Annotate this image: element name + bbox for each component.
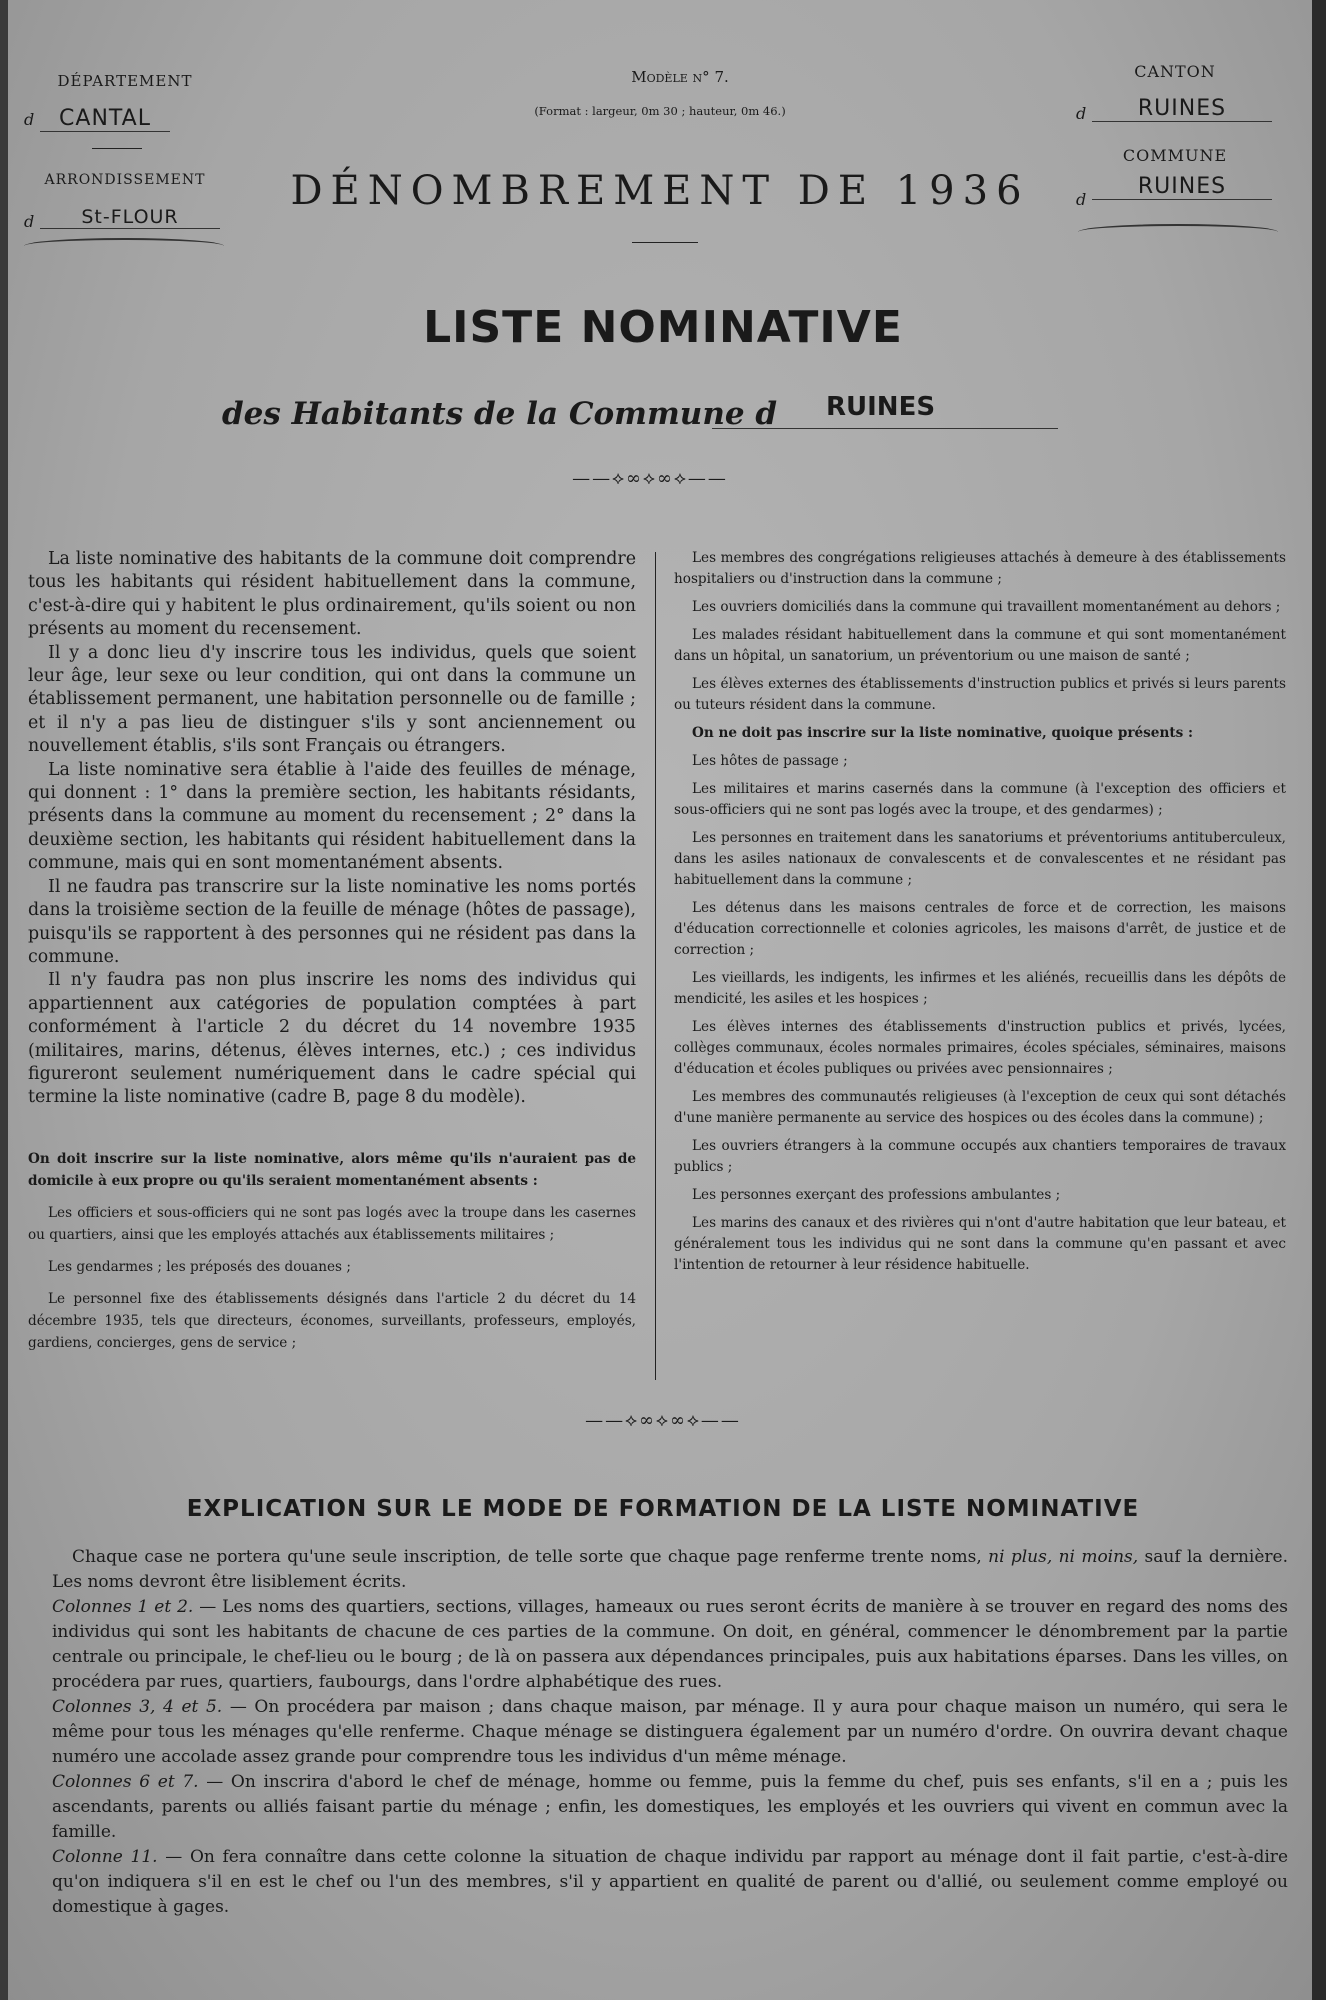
arrondissement-value: St-FLOUR	[40, 206, 220, 229]
column-label: Colonne 11.	[52, 1847, 158, 1867]
include-item: Les officiers et sous-officiers qui ne sont pas logés avec la troupe dans les casernes ou quartiers, ainsi que les employés attachés aux établissements militaires ;	[28, 1204, 636, 1243]
liste-nominative-title: LISTE NOMINATIVE	[423, 302, 903, 353]
explanation-item	[52, 1770, 1288, 1845]
column-label: Colonnes 6 et 7.	[52, 1772, 199, 1792]
include-item: Les ouvriers domiciliés dans la commune qui travaillent momentanément au dehors ;	[692, 599, 1281, 615]
exclude-item: Les marins des canaux et des rivières qui n'ont d'autre habitation que leur bateau, et généralement tous les individus qui ne sont dans la commune qu'en passant et avec l'intention de retourner à leur résidence habituelle.	[674, 1215, 1286, 1273]
left-paragraph: La liste nominative sera établie à l'aide des feuilles de ménage, qui donnent : 1° dans la première section, les habitants résidants, présents dans la commune au moment du recensement ; 2° dans la deuxième section, les habitants qui résident habituellement dans la commune, mais qui en sont momentanément absents.	[28, 759, 636, 874]
format-note: (Format : largeur, 0m 30 ; hauteur, 0m 46.)	[534, 104, 786, 118]
commune-label: COMMUNE	[1122, 146, 1228, 165]
departement-prefix: d	[24, 110, 35, 129]
column-text: — On fera connaître dans cette colonne la situation de chaque individu par rapport au ménage dont il fait partie, c'est-à-dire qu'on indiquera s'il en est le chef ou l'un des membres, s'il y appartient en qualité de parent ou d'allié, ou seulement comme employé ou domestique à gages.	[52, 1847, 1288, 1917]
include-list	[28, 1148, 636, 1354]
exclude-item: Les élèves internes des établissements d'instruction publics et privés, lycées, collèges communaux, écoles normales primaires, écoles spéciales, séminaires, maisons d'éducation et écoles publiques ou privées avec pensionnaires ;	[674, 1019, 1286, 1077]
left-paragraph: La liste nominative des habitants de la commune doit comprendre tous les habitants qui résident habituellement dans la commune, c'est-à-dire qui y habitent le plus ordinairement, qu'ils soient ou non présents au moment du recensement.	[28, 549, 636, 640]
explanation-intro	[52, 1545, 1288, 1595]
modele-number: Modèle n° 7.	[631, 68, 729, 86]
arrondissement-label: ARRONDISSEMENT	[44, 172, 206, 188]
include-item: Les malades résidant habituellement dans la commune et qui sont momentanément dans un hôpital, un sanatorium, un préventorium ou une maison de santé ;	[674, 627, 1286, 664]
column-text: — Les noms des quartiers, sections, villages, hameaux ou rues seront écrits de manière à se trouver en regard des noms des individus qui sont les habitants de chacune de ces parties de la commune. On doit, en général, commencer le dénombrement par la partie centrale ou principale, le chef-lieu ou le bourg ; de là on passera aux dépendances principales, puis aux habitations éparses. Dans les villes, on procédera par rues, quartiers, faubourgs, dans l'ordre alphabétique des rues.	[52, 1597, 1288, 1692]
bracket-right	[1078, 224, 1278, 240]
left-paragraph: Il n'y faudra pas non plus inscrire les noms des individus qui appartiennent aux catégories de population comptées à part conformément à l'article 2 du décret du 14 novembre 1935 (militaires, marins, détenus, élèves internes, etc.) ; ces individus figureront seulement numériquement dans le cadre spécial qui termine la liste nominative (cadre B, page 8 du modèle).	[28, 970, 636, 1108]
exclude-item: Les ouvriers étrangers à la commune occupés aux chantiers temporaires de travaux publics ;	[674, 1138, 1286, 1175]
explanation-title: EXPLICATION SUR LE MODE DE FORMATION DE LA LISTE NOMINATIVE	[186, 1496, 1140, 1522]
explanation-item	[52, 1595, 1288, 1695]
commune-subtitle: des Habitants de la Commune d	[222, 396, 778, 432]
commune-name: RUINES	[826, 392, 936, 422]
include-item: Les gendarmes ; les préposés des douanes ;	[48, 1258, 351, 1275]
page-edge-right	[1312, 0, 1326, 2000]
commune-value: RUINES	[1092, 174, 1272, 200]
main-title: DÉNOMBREMENT DE 1936	[290, 168, 1030, 214]
title-rule	[632, 242, 698, 243]
right-column	[674, 548, 1286, 1283]
arrondissement-prefix: d	[24, 212, 35, 231]
column-label: Colonnes 1 et 2.	[52, 1597, 194, 1617]
page-edge-left	[0, 0, 8, 2000]
bracket-left	[24, 238, 224, 254]
left-column	[28, 548, 636, 1364]
column-label: Colonnes 3, 4 et 5.	[52, 1697, 223, 1717]
include-item: Les élèves externes des établissements d'instruction publics et privés si leurs parents ou tuteurs résident dans la commune.	[674, 676, 1286, 713]
include-item: Le personnel fixe des établissements désignés dans l'article 2 du décret du 14 décembre 1935, tels que directeurs, économes, surveillants, professeurs, employés, gardiens, concierges, gens de service ;	[28, 1290, 636, 1351]
intro-text-end: sauf la dernière. Les noms devront être lisiblement écrits.	[52, 1547, 1288, 1592]
section-ornament: ——⟡∞⟡∞⟡——	[585, 1410, 741, 1431]
canton-prefix: d	[1076, 104, 1087, 123]
column-text: — On procédera par maison ; dans chaque maison, par ménage. Il y aura pour chaque maison un numéro, qui sera le même pour tous les ménages qu'elle renferme. Chaque ménage se distinguera également par un numéro d'ordre. On ouvrira devant chaque numéro une accolade assez grande pour comprendre tous les individus d'un même ménage.	[52, 1697, 1288, 1767]
explanation-body	[52, 1545, 1288, 1920]
exclude-item: Les hôtes de passage ;	[692, 753, 848, 769]
commune-prefix: d	[1076, 190, 1087, 209]
title-ornament: ——⟡∞⟡∞⟡——	[572, 468, 728, 489]
column-text: — On inscrira d'abord le chef de ménage, homme ou femme, puis la femme du chef, puis ses enfants, s'il en a ; puis les ascendants, parents ou alliés faisant partie du ménage ; enfin, les domestiques, les employés et les ouvriers qui vivent en commun avec la famille.	[52, 1772, 1288, 1842]
exclude-heading: On ne doit pas inscrire sur la liste nominative, quoique présents :	[692, 725, 1194, 741]
include-item: Les membres des congrégations religieuses attachés à demeure à des établissements hospitaliers ou d'instruction dans la commune ;	[674, 550, 1286, 587]
exclude-item: Les personnes exerçant des professions ambulantes ;	[692, 1187, 1061, 1203]
exclude-item: Les personnes en traitement dans les sanatoriums et préventoriums antituberculeux, dans les asiles nationaux de convalescents et de convalescentes et ne résidant pas habituellement dans la commune ;	[674, 830, 1286, 888]
left-paragraph: Il y a donc lieu d'y inscrire tous les individus, quels que soient leur âge, leur sexe ou leur condition, qui ont dans la commune un établissement permanent, une habitation personnelle ou de famille ; et il n'y a pas lieu de distinguer s'ils y sont anciennement ou nouvellement établis, s'ils sont Français ou étrangers.	[28, 642, 636, 757]
intro-text: Chaque case ne portera qu'une seule inscription, de telle sorte que chaque page renferme trente noms,	[72, 1547, 989, 1567]
departement-label: DÉPARTEMENT	[57, 72, 193, 90]
column-divider	[655, 552, 656, 1380]
explanation-item	[52, 1695, 1288, 1770]
include-heading: On doit inscrire sur la liste nominative, alors même qu'ils n'auraient pas de domicile à eux propre ou qu'ils seraient momentanément absents :	[28, 1150, 636, 1189]
intro-italic: ni plus, ni moins,	[988, 1547, 1139, 1567]
exclude-item: Les militaires et marins casernés dans la commune (à l'exception des officiers et sous-officiers qui ne sont pas logés avec la troupe, et des gendarmes) ;	[674, 781, 1286, 818]
explanation-item	[52, 1845, 1288, 1920]
left-paragraph: Il ne faudra pas transcrire sur la liste nominative les noms portés dans la troisième section de la feuille de ménage (hôtes de passage), puisqu'ils se rapportent à des personnes qui ne résident pas dans la commune.	[28, 876, 636, 967]
canton-label: CANTON	[1134, 62, 1216, 81]
departement-value: CANTAL	[40, 106, 170, 132]
canton-value: RUINES	[1092, 96, 1272, 122]
exclude-item: Les détenus dans les maisons centrales de force et de correction, les maisons d'éducation correctionnelle et colonies agricoles, les maisons d'arrêt, de justice et de correction ;	[674, 900, 1286, 958]
header-rule	[92, 148, 142, 149]
exclude-item: Les membres des communautés religieuses (à l'exception de ceux qui sont détachés d'une manière permanente au service des hospices ou des écoles dans la commune) ;	[674, 1089, 1286, 1126]
exclude-item: Les vieillards, les indigents, les infirmes et les aliénés, recueillis dans les dépôts de mendicité, les asiles et les hospices ;	[674, 970, 1286, 1007]
